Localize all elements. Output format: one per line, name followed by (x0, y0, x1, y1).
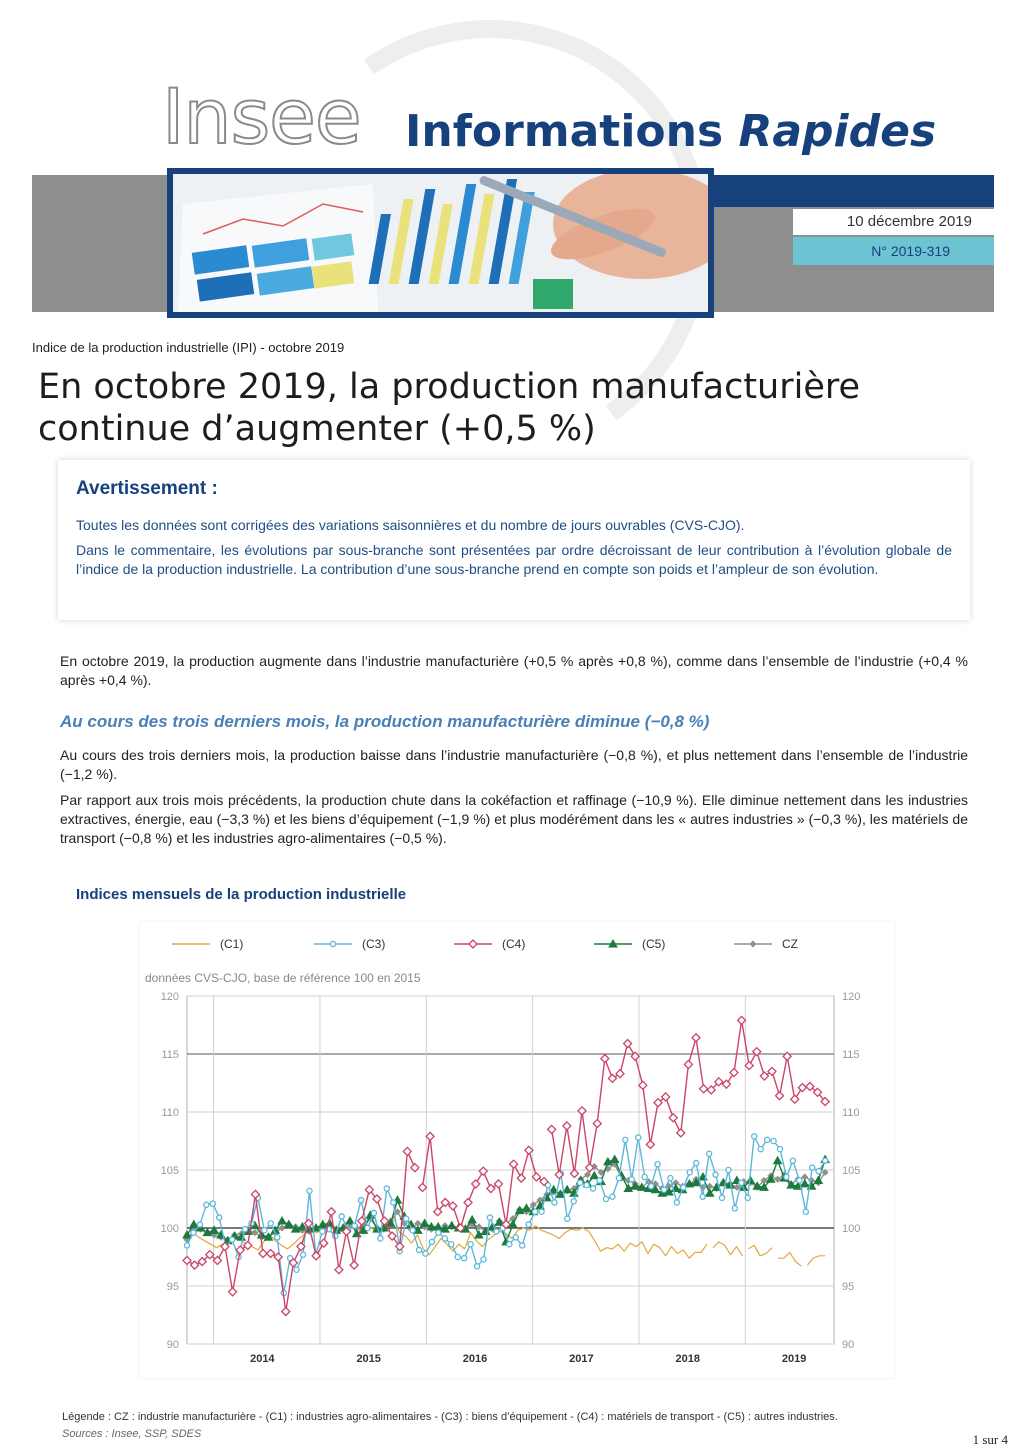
data-point-c3 (571, 1199, 576, 1204)
data-point-c3 (777, 1147, 782, 1152)
y-tick-label-left: 95 (166, 1281, 179, 1293)
production-index-line-chart (140, 922, 894, 1378)
data-point-c3 (745, 1195, 750, 1200)
data-point-c3 (404, 1216, 409, 1221)
data-point-c3 (636, 1135, 641, 1140)
data-point-c3 (191, 1230, 196, 1235)
data-point-c3 (294, 1267, 299, 1272)
data-point-c3 (713, 1172, 718, 1177)
data-point-c3 (242, 1227, 247, 1232)
x-tick-label: 2019 (781, 1353, 807, 1365)
data-point-c3 (552, 1200, 557, 1205)
data-point-c3 (719, 1195, 724, 1200)
x-tick-label: 2014 (250, 1353, 275, 1365)
data-point-c3 (642, 1174, 647, 1179)
header-blue-band (714, 175, 994, 207)
x-tick-label: 2015 (356, 1353, 381, 1365)
data-point-c3 (707, 1151, 712, 1156)
data-point-c3 (648, 1184, 653, 1189)
data-point-c3 (565, 1216, 570, 1221)
page-number: 1 sur 4 (972, 1432, 1008, 1447)
data-point-c3 (358, 1198, 363, 1203)
data-point-c3 (391, 1200, 396, 1205)
warning-paragraph: Toutes les données sont corrigées des variations saisonnières et du nombre de jours ouvrables (CVS-CJO). (76, 517, 745, 533)
body-paragraph: Au cours des trois derniers mois, la production baisse dans l’industrie manufacturière (−0,8 %), et plus nettement dans l’ensemble de l’industrie (−1,2 %). (60, 747, 968, 782)
publication-number: N° 2019-319 (793, 237, 994, 265)
data-point-c3 (230, 1237, 235, 1242)
y-tick-label-left: 110 (161, 1107, 179, 1119)
legend-marker-cz (749, 940, 756, 947)
data-point-c3 (610, 1194, 615, 1199)
warning-box (58, 460, 970, 620)
data-point-c3 (442, 1236, 447, 1241)
page-title: En octobre 2019, la production manufacturière continue d’augmenter (+0,5 %) (38, 367, 861, 449)
data-point-c3 (474, 1264, 479, 1269)
data-point-c3 (436, 1230, 441, 1235)
chart-sources: Sources : Insee, SSP, SDES (62, 1428, 202, 1440)
data-point-c3 (655, 1162, 660, 1167)
data-point-c3 (507, 1242, 512, 1247)
data-point-c3 (423, 1251, 428, 1256)
header-photo-illustration (173, 174, 708, 312)
data-point-c3 (674, 1200, 679, 1205)
data-point-c3 (217, 1215, 222, 1220)
chart-title: Indices mensuels de la production industrielle (76, 886, 407, 903)
y-tick-label-right: 105 (842, 1165, 861, 1177)
data-point-c3 (371, 1210, 376, 1215)
body-paragraph: Par rapport aux trois mois précédents, la production chute dans la cokéfaction et raffinage (−10,9 %). Elle diminue nettement dans les industries extractives, énergie, eau (−3,3 %) et les biens d’équipement (−1,9 %) et plus modérément dans les « autres industries » (−0,3 %), les matériels de transport (−0,8 %) et les industries agro-alimentaires (−0,5 %). (60, 792, 968, 846)
data-point-c3 (623, 1137, 628, 1142)
data-point-c3 (797, 1178, 802, 1183)
data-point-c3 (378, 1236, 383, 1241)
legend-label-c1: (C1) (220, 937, 244, 951)
data-point-c3 (726, 1167, 731, 1172)
y-tick-label-right: 110 (842, 1107, 860, 1119)
data-point-c3 (520, 1243, 525, 1248)
legend-marker-c3 (330, 941, 335, 946)
chart-subtitle: données CVS-CJO, base de référence 100 en 2015 (145, 971, 421, 985)
x-tick-label: 2017 (569, 1353, 594, 1365)
data-point-c3 (468, 1242, 473, 1247)
data-point-c3 (300, 1252, 305, 1257)
data-point-c3 (590, 1186, 595, 1191)
data-point-c3 (210, 1201, 215, 1206)
data-point-c3 (603, 1196, 608, 1201)
y-tick-label-right: 100 (842, 1223, 861, 1235)
data-point-c3 (275, 1235, 280, 1240)
legend-label-cz: CZ (782, 937, 798, 951)
data-point-c3 (694, 1160, 699, 1165)
data-point-c3 (823, 1158, 828, 1163)
data-point-c3 (481, 1257, 486, 1262)
data-point-c3 (184, 1243, 189, 1248)
data-point-c3 (204, 1202, 209, 1207)
warning-paragraph: Dans le commentaire, les évolutions par sous-branche sont présentées par ordre décroissant de leur contribution à l’évolution globale de l’indice de la production industrielle. La contribution d’une sous-branche prend en compte son poids et l’ampleur de son évolution. (76, 542, 952, 577)
data-point-c3 (816, 1169, 821, 1174)
data-point-c3 (752, 1134, 757, 1139)
warning-title: Avertissement : (76, 478, 218, 499)
data-point-c3 (687, 1170, 692, 1175)
data-point-c3 (320, 1229, 325, 1234)
data-point-c3 (462, 1256, 467, 1261)
data-point-c3 (384, 1186, 389, 1191)
data-point-c3 (784, 1174, 789, 1179)
insee-logo: Insee (162, 72, 361, 161)
data-point-c3 (416, 1247, 421, 1252)
data-point-c3 (449, 1242, 454, 1247)
data-point-c3 (365, 1225, 370, 1230)
y-tick-label-left: 115 (161, 1049, 179, 1061)
data-point-c3 (339, 1214, 344, 1219)
data-point-c3 (771, 1138, 776, 1143)
data-point-c3 (629, 1177, 634, 1182)
publication-series-title (405, 104, 936, 160)
data-point-c3 (487, 1215, 492, 1220)
data-point-c3 (197, 1222, 202, 1227)
data-point-c3 (765, 1137, 770, 1142)
legend-label-c3: (C3) (362, 937, 386, 951)
y-tick-label-left: 100 (160, 1223, 179, 1235)
y-tick-label-right: 90 (842, 1339, 855, 1351)
data-point-c3 (268, 1221, 273, 1226)
data-point-c3 (668, 1176, 673, 1181)
x-tick-label: 2018 (675, 1353, 701, 1365)
data-point-c3 (262, 1228, 267, 1233)
chart-legend-caption: Légende : CZ : industrie manufacturière - (C1) : industries agro-alimentaires - (C3) : biens d’équipement - (C4) : matériels de transport - (C5) : autres industries. (62, 1411, 838, 1423)
body-paragraph: En octobre 2019, la production augmente dans l’industrie manufacturière (+0,5 % après +0,8 %), comme dans l’ensemble de l’industrie (+0,4 % après +0,4 %). (60, 653, 968, 688)
data-point-c3 (410, 1228, 415, 1233)
y-tick-label-right: 120 (842, 991, 861, 1003)
header-photo-charts-and-pen (167, 168, 714, 318)
y-tick-label-right: 95 (842, 1281, 855, 1293)
legend-marker-c4 (469, 940, 477, 948)
data-point-c3 (307, 1188, 312, 1193)
x-tick-label: 2016 (462, 1353, 488, 1365)
data-point-c3 (532, 1209, 537, 1214)
data-point-c3 (758, 1147, 763, 1152)
data-point-c3 (513, 1235, 518, 1240)
data-point-c3 (732, 1206, 737, 1211)
data-point-c3 (681, 1185, 686, 1190)
kicker: Indice de la production industrielle (IPI) - octobre 2019 (32, 340, 345, 355)
publication-date: 10 décembre 2019 (793, 209, 994, 235)
data-point-c3 (429, 1239, 434, 1244)
y-tick-label-left: 105 (160, 1165, 179, 1177)
series-title-part2: Rapides (738, 106, 937, 157)
data-point-c3 (700, 1194, 705, 1199)
data-point-c3 (455, 1254, 460, 1259)
y-tick-label-left: 120 (160, 991, 179, 1003)
data-point-c3 (494, 1229, 499, 1234)
section-subheading: Au cours des trois derniers mois, la production manufacturière diminue (−0,8 %) (60, 712, 710, 731)
data-point-c3 (803, 1209, 808, 1214)
data-point-c3 (661, 1187, 666, 1192)
data-point-c3 (352, 1223, 357, 1228)
legend-label-c4: (C4) (502, 937, 526, 951)
series-title-part1: Informations (405, 106, 739, 157)
data-point-c3 (584, 1182, 589, 1187)
data-point-c3 (739, 1180, 744, 1185)
data-point-c3 (616, 1176, 621, 1181)
y-tick-label-right: 115 (842, 1049, 860, 1061)
legend-label-c5: (C5) (642, 937, 666, 951)
data-point-c3 (597, 1178, 602, 1183)
data-point-c3 (526, 1222, 531, 1227)
data-point-c3 (790, 1158, 795, 1163)
y-tick-label-left: 90 (166, 1339, 179, 1351)
data-point-c3 (539, 1209, 544, 1214)
data-point-c3 (578, 1180, 583, 1185)
data-point-c3 (810, 1165, 815, 1170)
